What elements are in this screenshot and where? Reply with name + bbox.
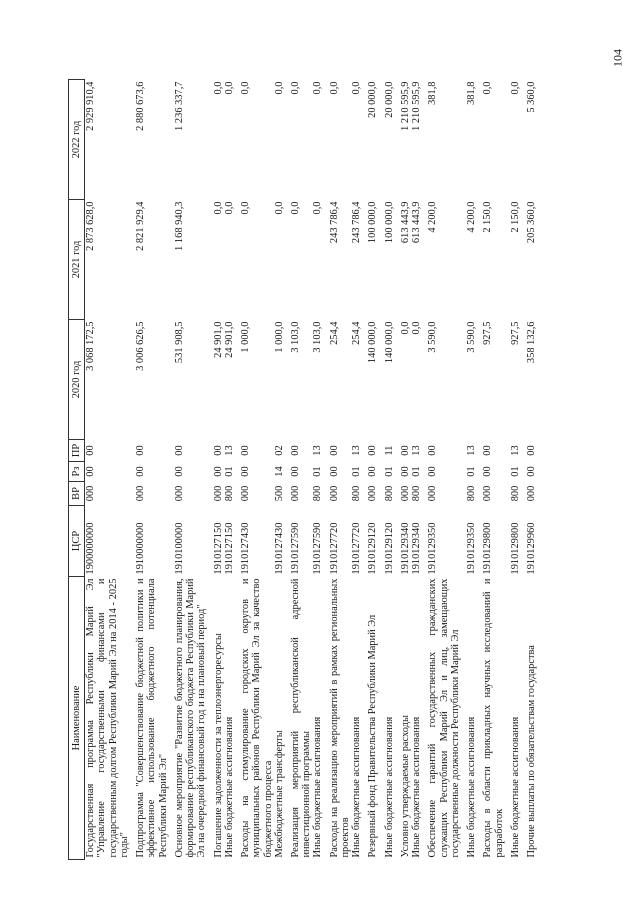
cell-vr: 800 [312,485,324,502]
cell-pr: 00 [240,445,252,456]
cell-vr: 000 [173,485,185,502]
header-vr: ВР [69,482,85,506]
cell-y2022: 20 000,0 [383,81,395,118]
cell-name: Расходы в области прикладных научных исследований и разработок [482,578,505,858]
cell-pr: 00 [173,445,185,456]
cell-csr: 1910127720 [328,522,340,575]
cell-pr: 02 [273,445,285,456]
cell-y2022: 0,0 [240,81,252,95]
cell-y2020: 140 000,0 [383,321,395,364]
header-name: Наименование [69,577,85,860]
cell-vr: 000 [482,485,494,502]
cell-y2022: 1 210 595,9 [399,81,411,131]
cell-csr: 1910000000 [135,522,147,575]
cell-csr: 1910129350 [466,522,478,575]
cell-y2020: 927,5 [482,321,494,345]
cell-y2020: 3 103,0 [289,321,301,353]
table-row [477,80,504,860]
cell-csr: 1910100000 [173,522,185,575]
cell-y2020: 254,4 [328,321,340,345]
cell-rz: 01 [223,466,235,477]
cell-y2020: 3 590,0 [466,321,478,353]
cell-y2022: 0,0 [273,81,285,95]
cell-rz: 01 [509,466,521,477]
cell-rz: 00 [328,466,340,477]
cell-rz: 00 [399,466,411,477]
cell-csr: 1900000000 [85,522,97,575]
cell-vr: 000 [212,485,224,502]
cell-name: Иные бюджетные ассигнования [509,716,521,858]
cell-y2020: 1 000,0 [273,321,285,353]
cell-vr: 800 [466,485,478,502]
cell-y2021: 100 000,0 [383,201,395,244]
cell-name: Обеспечение гарантий государственных гражданских служащих Республики Марий Эл и лиц, замещающих государственные должности Республики Марий Эл [427,578,461,858]
cell-y2022: 0,0 [312,81,324,95]
cell-y2020: 3 068 172,5 [85,321,97,371]
cell-vr: 000 [135,485,147,502]
cell-y2020: 531 908,5 [173,321,185,364]
cell-y2021: 205 360,0 [525,201,537,244]
cell-pr: 00 [85,445,97,456]
cell-y2021: 100 000,0 [367,201,379,244]
cell-y2020: 140 000,0 [367,321,379,364]
cell-csr: 1910127430 [273,522,285,575]
cell-name: Иные бюджетные ассигнования [223,716,235,858]
table-header [69,80,85,860]
cell-rz: 01 [411,466,423,477]
cell-name: Расходы на реализацию мероприятий в рамках региональных проектов [328,578,351,858]
cell-rz: 00 [367,466,379,477]
cell-y2022: 0,0 [212,81,224,95]
cell-rz: 00 [135,466,147,477]
table-row [411,80,422,860]
table-row [208,80,224,860]
cell-rz: 00 [240,466,252,477]
cell-name: Прочие выплаты по обязательствам государства [525,645,537,858]
cell-csr: 1910129800 [509,522,521,575]
cell-y2022: 0,0 [509,81,521,95]
table-row [521,80,537,860]
cell-rz: 00 [212,466,224,477]
page-number: 104 [610,49,625,67]
cell-y2022: 1 210 595,9 [411,81,423,131]
cell-pr: 00 [427,445,439,456]
cell-name: Погашение задолженности за теплоэнергоресурсы [212,633,224,858]
cell-csr: 1910127150 [223,522,235,575]
cell-pr: 00 [525,445,537,456]
cell-rz: 00 [482,466,494,477]
table-row [285,80,312,860]
cell-y2021: 0,0 [240,201,252,215]
table-row [312,80,323,860]
cell-pr: 00 [212,445,224,456]
cell-pr: 00 [289,445,301,456]
cell-y2021: 0,0 [273,201,285,215]
table-row [422,80,461,860]
table-row [379,80,395,860]
cell-vr: 000 [367,485,379,502]
cell-y2022: 381,8 [427,81,439,105]
cell-y2020: 3 103,0 [312,321,324,353]
cell-pr: 13 [351,445,363,456]
cell-y2021: 2 150,0 [509,201,521,233]
table-body [85,80,537,860]
cell-y2020: 3 006 626,5 [135,321,147,371]
cell-y2022: 2 880 673,6 [135,81,147,131]
cell-vr: 500 [273,485,285,502]
cell-y2020: 24 901,0 [223,321,235,358]
cell-pr: 13 [411,445,423,456]
cell-name: Условно утверждаемые расходы [399,715,411,858]
cell-pr: 11 [383,445,395,456]
cell-vr: 000 [85,485,97,502]
table-row [362,80,378,860]
cell-y2020: 0,0 [399,321,411,335]
cell-vr: 800 [411,485,423,502]
table-row [274,80,285,860]
cell-csr: 1910127430 [240,522,252,575]
cell-rz: 00 [289,466,301,477]
table-row [85,80,130,860]
cell-y2020: 24 901,0 [212,321,224,358]
cell-y2022: 0,0 [328,81,340,95]
cell-y2022: 0,0 [289,81,301,95]
table-row [130,80,169,860]
cell-y2021: 2 873 628,0 [85,201,97,251]
table-row [505,80,521,860]
cell-csr: 1910127720 [351,522,363,575]
cell-vr: 000 [525,485,537,502]
cell-csr: 1910129800 [482,522,494,575]
table-row [324,80,351,860]
cell-name: Иные бюджетные ассигнования [351,716,363,858]
cell-y2022: 2 929 910,4 [85,81,97,131]
cell-y2021: 613 443,9 [411,201,423,244]
cell-y2021: 243 786,4 [328,201,340,244]
cell-y2021: 613 443,9 [399,201,411,244]
cell-y2020: 0,0 [411,321,423,335]
cell-pr: 00 [482,445,494,456]
cell-name: Иные бюджетные ассигнования [312,716,324,858]
cell-y2022: 381,8 [466,81,478,105]
cell-y2021: 0,0 [223,201,235,215]
budget-table [68,79,537,860]
cell-rz: 01 [351,466,363,477]
cell-name: Иные бюджетные ассигнования [466,716,478,858]
cell-name: Подпрограмма "Совершенствование бюджетной политики и эффективное использование бюджетного потенциала Республики Марий Эл" [135,578,169,858]
rotated-table-container [68,80,568,860]
cell-vr: 800 [383,485,395,502]
cell-rz: 01 [312,466,324,477]
cell-rz: 01 [466,466,478,477]
cell-vr: 000 [427,485,439,502]
table-row [169,80,208,860]
cell-y2021: 4 200,0 [427,201,439,233]
cell-pr: 13 [509,445,521,456]
cell-name: Межбюджетные трансферты [273,730,285,858]
cell-y2020: 3 590,0 [427,321,439,353]
cell-vr: 800 [351,485,363,502]
cell-name: Государственная программа Республики Марий Эл "Управление государственными финансами и государственным долгом Республики Марий Эл на 2014 - 2025 годы" [85,578,130,858]
cell-y2021: 243 786,4 [351,201,363,244]
header-csr: ЦСР [69,506,85,577]
cell-pr: 00 [399,445,411,456]
cell-pr: 00 [135,445,147,456]
cell-csr: 1910127590 [312,522,324,575]
cell-rz: 00 [427,466,439,477]
cell-name: Иные бюджетные ассигнования [383,716,395,858]
cell-name: Реализация мероприятий республиканской адресной инвестиционной программы [289,578,313,858]
cell-csr: 1910129120 [367,522,379,575]
cell-y2020: 254,4 [351,321,363,345]
cell-pr: 00 [367,445,379,456]
cell-y2022: 20 000,0 [367,81,379,118]
cell-y2021: 0,0 [212,201,224,215]
cell-y2021: 0,0 [312,201,324,215]
cell-pr: 00 [328,445,340,456]
cell-rz: 00 [173,466,185,477]
cell-y2022: 0,0 [482,81,494,95]
cell-pr: 13 [312,445,324,456]
header-row [69,80,85,860]
cell-csr: 1910129350 [427,522,439,575]
cell-pr: 13 [223,445,235,456]
table-row [395,80,411,860]
table-row [224,80,235,860]
cell-y2020: 927,5 [509,321,521,345]
cell-csr: 1910129120 [383,522,395,575]
cell-y2021: 1 168 940,3 [173,201,185,251]
header-2021: 2021 год [69,200,85,320]
cell-y2022: 5 360,0 [525,81,537,113]
cell-y2021: 0,0 [289,201,301,215]
cell-vr: 000 [240,485,252,502]
cell-vr: 800 [223,485,235,502]
cell-vr: 800 [509,485,521,502]
cell-name: Резервный фонд Правительства Республики Марий Эл [367,614,379,858]
cell-rz: 00 [85,466,97,477]
cell-y2022: 0,0 [223,81,235,95]
cell-pr: 13 [466,445,478,456]
header-pr: ПР [69,440,85,462]
header-rz: Рз [69,462,85,482]
cell-y2022: 0,0 [351,81,363,95]
cell-name: Основное мероприятие "Развитие бюджетного планирования, формирование республиканского бюджета Республики Марий Эл на очередной финансовый год и на плановый период" [173,578,208,858]
cell-csr: 1910129960 [525,522,537,575]
cell-csr: 1910127590 [289,522,301,575]
header-2022: 2022 год [69,80,85,200]
cell-y2021: 2 821 929,4 [135,201,147,251]
cell-csr: 1910127150 [212,522,224,575]
cell-rz: 01 [383,466,395,477]
cell-y2022: 1 236 337,7 [173,81,185,131]
cell-name: Расходы на стимулирование городских округов и муниципальных районов Республики Марий Эл за качество бюджетного процесса [240,578,274,858]
cell-y2021: 2 150,0 [482,201,494,233]
cell-rz: 14 [273,466,285,477]
table-row [461,80,477,860]
table-row [351,80,362,860]
cell-csr: 1910129340 [399,522,411,575]
cell-csr: 1910129340 [411,522,423,575]
table-row [235,80,274,860]
cell-y2021: 4 200,0 [466,201,478,233]
header-2020: 2020 год [69,320,85,440]
cell-vr: 000 [289,485,301,502]
cell-rz: 00 [525,466,537,477]
cell-name: Иные бюджетные ассигнования [411,716,423,858]
cell-y2020: 1 000,0 [240,321,252,353]
cell-vr: 000 [399,485,411,502]
cell-y2020: 358 132,6 [525,321,537,364]
cell-vr: 000 [328,485,340,502]
